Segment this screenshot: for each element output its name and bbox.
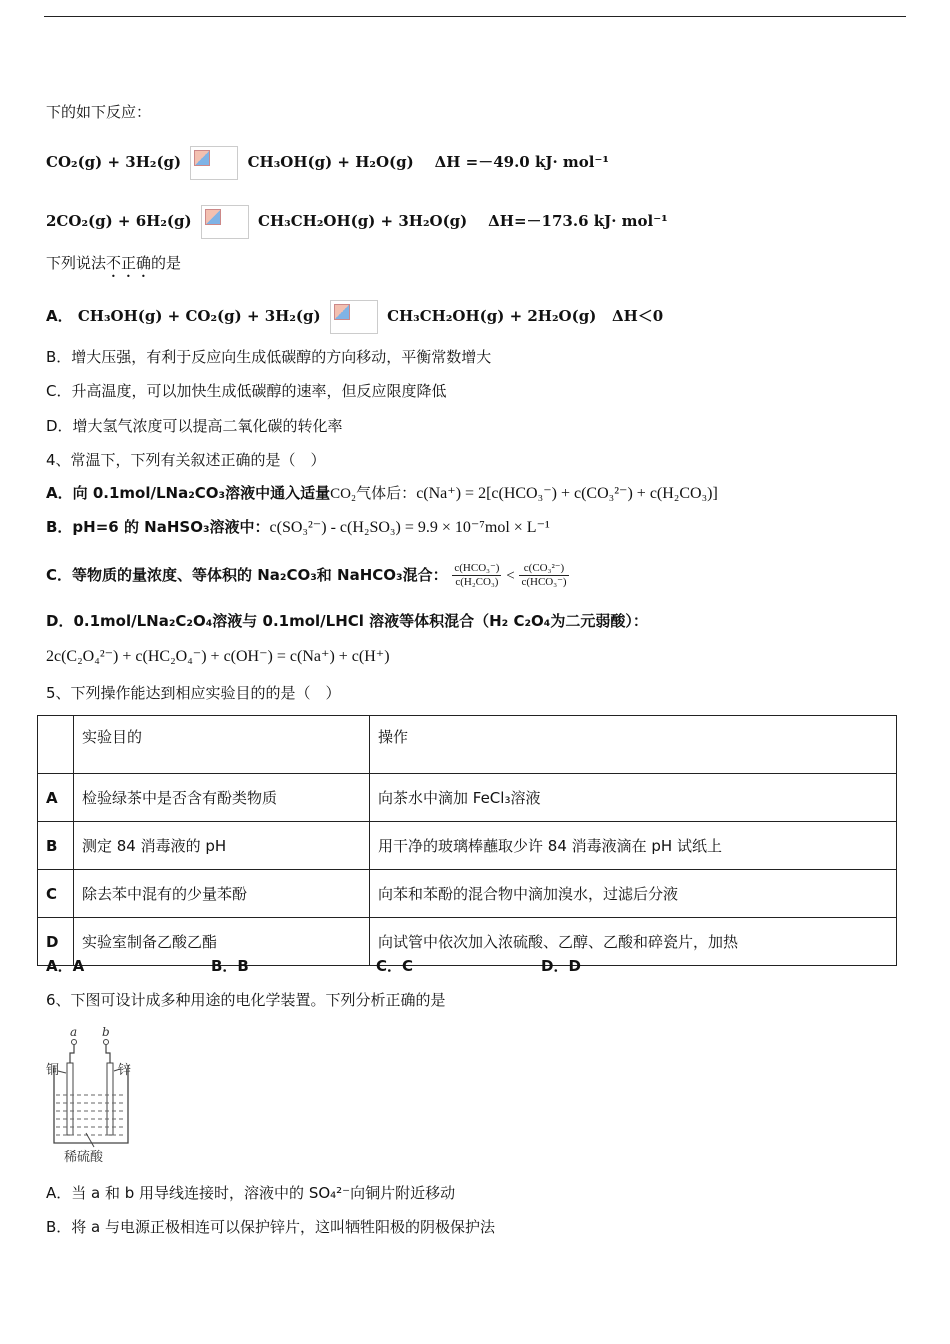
q4-c-fraction-1: [452, 562, 501, 589]
q4-c-text: C．等物质的量浓度、等体积的 Na₂CO₃和 NaHCO₃混合：: [46, 566, 448, 584]
header-rule: [44, 16, 906, 17]
table-header-cell: 操作: [370, 716, 897, 774]
q4-c-f2-denominator: c(HCO₃⁻): [521, 576, 567, 588]
table-row: [38, 774, 897, 822]
broken-image-icon: [205, 209, 221, 225]
broken-image-icon: [194, 150, 210, 166]
reaction-2-dh: ΔH=－173.6 kJ· mol⁻¹: [488, 212, 668, 230]
row-label: A: [38, 774, 74, 822]
reaction-2: [46, 205, 668, 239]
q4-option-d: D．0.1mol/LNa₂C₂O₄溶液与 0.1mol/LHCl 溶液等体积混合（H₂ C₂O₄为二元弱酸）：: [46, 612, 648, 630]
reaction-1-dh: ΔH =－49.0 kJ· mol⁻¹: [434, 153, 609, 171]
q4-b-text: B．pH=6 的 NaHSO₃溶液中：: [46, 518, 270, 536]
beaker: [54, 1065, 128, 1143]
q3-option-b: B．增大压强，有利于反应向生成低碳醇的方向移动，平衡常数增大: [46, 348, 492, 366]
table-row: [38, 870, 897, 918]
q5-stem: 5、下列操作能达到相应实验目的的是（ ）: [46, 684, 341, 702]
q3-a-label: A．: [46, 307, 73, 325]
q4-option-a: [46, 482, 718, 505]
q3-a-rhs: CH₃CH₂OH(g) + 2H₂O(g): [387, 307, 597, 325]
reaction-2-lhs: 2CO₂(g) + 6H₂(g): [46, 212, 192, 230]
q4-b-equation: c(SO₃²⁻) - c(H₂SO₃) = 9.9 × 10⁻⁷mol × L⁻¹: [269, 519, 550, 536]
q6-stem: 6、下图可设计成多种用途的电化学装置。下列分析正确的是: [46, 991, 446, 1009]
row-operation: 向茶水中滴加 FeCl₃溶液: [370, 774, 897, 822]
row-operation: 向苯和苯酚的混合物中滴加溴水，过滤后分液: [370, 870, 897, 918]
q6-option-b: B．将 a 与电源正极相连可以保护锌片，这叫牺牲阳极的阴极保护法: [46, 1218, 496, 1236]
copper-label: 铜: [46, 1063, 60, 1078]
reaction-2-rhs: CH₃CH₂OH(g) + 3H₂O(g): [258, 212, 468, 230]
q4-c-f1-numerator: c(HCO₃⁻): [454, 562, 500, 574]
row-label: B: [38, 822, 74, 870]
q4-a-text: A．向 0.1mol/LNa₂CO₃溶液中通入适量: [46, 484, 331, 502]
q4-option-c: [46, 562, 569, 589]
copper-pointer: [58, 1071, 66, 1073]
q5-option-a: A．A: [46, 957, 85, 975]
row-purpose: 检验绿茶中是否含有酚类物质: [74, 774, 370, 822]
q4-a-gas: CO₂: [330, 486, 357, 502]
reaction-1-lhs: CO₂(g) + 3H₂(g): [46, 153, 182, 171]
table-row: [38, 822, 897, 870]
q4-c-less-than: <: [506, 568, 515, 584]
terminal-a-label: a: [70, 1025, 78, 1039]
q5-option-b: B．B: [211, 957, 249, 975]
q4-a-text2: 气体后：: [356, 484, 417, 502]
zinc-label: 锌: [118, 1063, 132, 1078]
intro-text: 下的如下反应：: [46, 103, 152, 121]
q3-stem-pre: 下列说法: [46, 254, 107, 272]
q6-option-a: A．当 a 和 b 用导线连接时，溶液中的 SO₄²⁻向铜片附近移动: [46, 1184, 456, 1202]
q3-option-a: [46, 300, 663, 334]
row-label: C: [38, 870, 74, 918]
q4-option-b: [46, 516, 550, 539]
terminal-b-label: b: [102, 1025, 110, 1039]
table-header-cell: [38, 716, 74, 774]
q5-option-d: D．D: [541, 957, 581, 975]
q3-option-d: D．增大氢气浓度可以提高二氧化碳的转化率: [46, 417, 343, 435]
reaction-1: [46, 146, 609, 180]
row-label: D: [38, 918, 74, 966]
q3-stem-emphasis: 不正确: [106, 254, 152, 272]
q3-stem-post: 的是: [151, 254, 182, 272]
q4-a-equation: c(Na⁺) = 2[c(HCO₃⁻) + c(CO₃²⁻) + c(H₂CO₃)]: [416, 485, 718, 502]
q4-d-equation: 2c(C₂O₄²⁻) + c(HC₂O₄⁻) + c(OH⁻) = c(Na⁺) + c(H⁺): [46, 648, 390, 665]
q3-a-lhs: CH₃OH(g) + CO₂(g) + 3H₂(g): [77, 307, 321, 325]
q3-option-c: C．升高温度，可以加快生成低碳醇的速率，但反应限度降低: [46, 382, 447, 400]
q3-stem: [46, 252, 181, 281]
reaction-1-rhs: CH₃OH(g) + H₂O(g): [247, 153, 414, 171]
electrochemical-cell-figure: [44, 1023, 144, 1167]
q4-stem: 4、常温下，下列有关叙述正确的是（ ）: [46, 451, 326, 469]
equilibrium-arrow-image: [201, 205, 249, 239]
q4-c-f1-denominator: c(H₂CO₃): [455, 576, 499, 588]
equilibrium-arrow-image: [330, 300, 378, 334]
row-operation: 向试管中依次加入浓硫酸、乙醇、乙酸和碎瓷片，加热: [370, 918, 897, 966]
experiment-table: [37, 715, 897, 966]
terminal-b: [104, 1040, 109, 1045]
terminal-a: [72, 1040, 77, 1045]
copper-plate: [67, 1063, 73, 1135]
q5-options: [46, 955, 706, 977]
q4-c-fraction-2: [519, 562, 568, 589]
q5-option-c: C．C: [376, 957, 414, 975]
zinc-plate: [107, 1063, 113, 1135]
q4-c-f2-numerator: c(CO₃²⁻): [519, 562, 568, 576]
q3-a-dh: ΔH＜0: [611, 307, 664, 325]
row-purpose: 测定 84 消毒液的 pH: [74, 822, 370, 870]
row-purpose: 实验室制备乙酸乙酯: [74, 918, 370, 966]
table-header-row: [38, 716, 897, 774]
row-operation: 用干净的玻璃棒蘸取少许 84 消毒液滴在 pH 试纸上: [370, 822, 897, 870]
acid-label: 稀硫酸: [64, 1150, 104, 1165]
equilibrium-arrow-image: [190, 146, 238, 180]
broken-image-icon: [334, 304, 350, 320]
table-header-cell: 实验目的: [74, 716, 370, 774]
row-purpose: 除去苯中混有的少量苯酚: [74, 870, 370, 918]
